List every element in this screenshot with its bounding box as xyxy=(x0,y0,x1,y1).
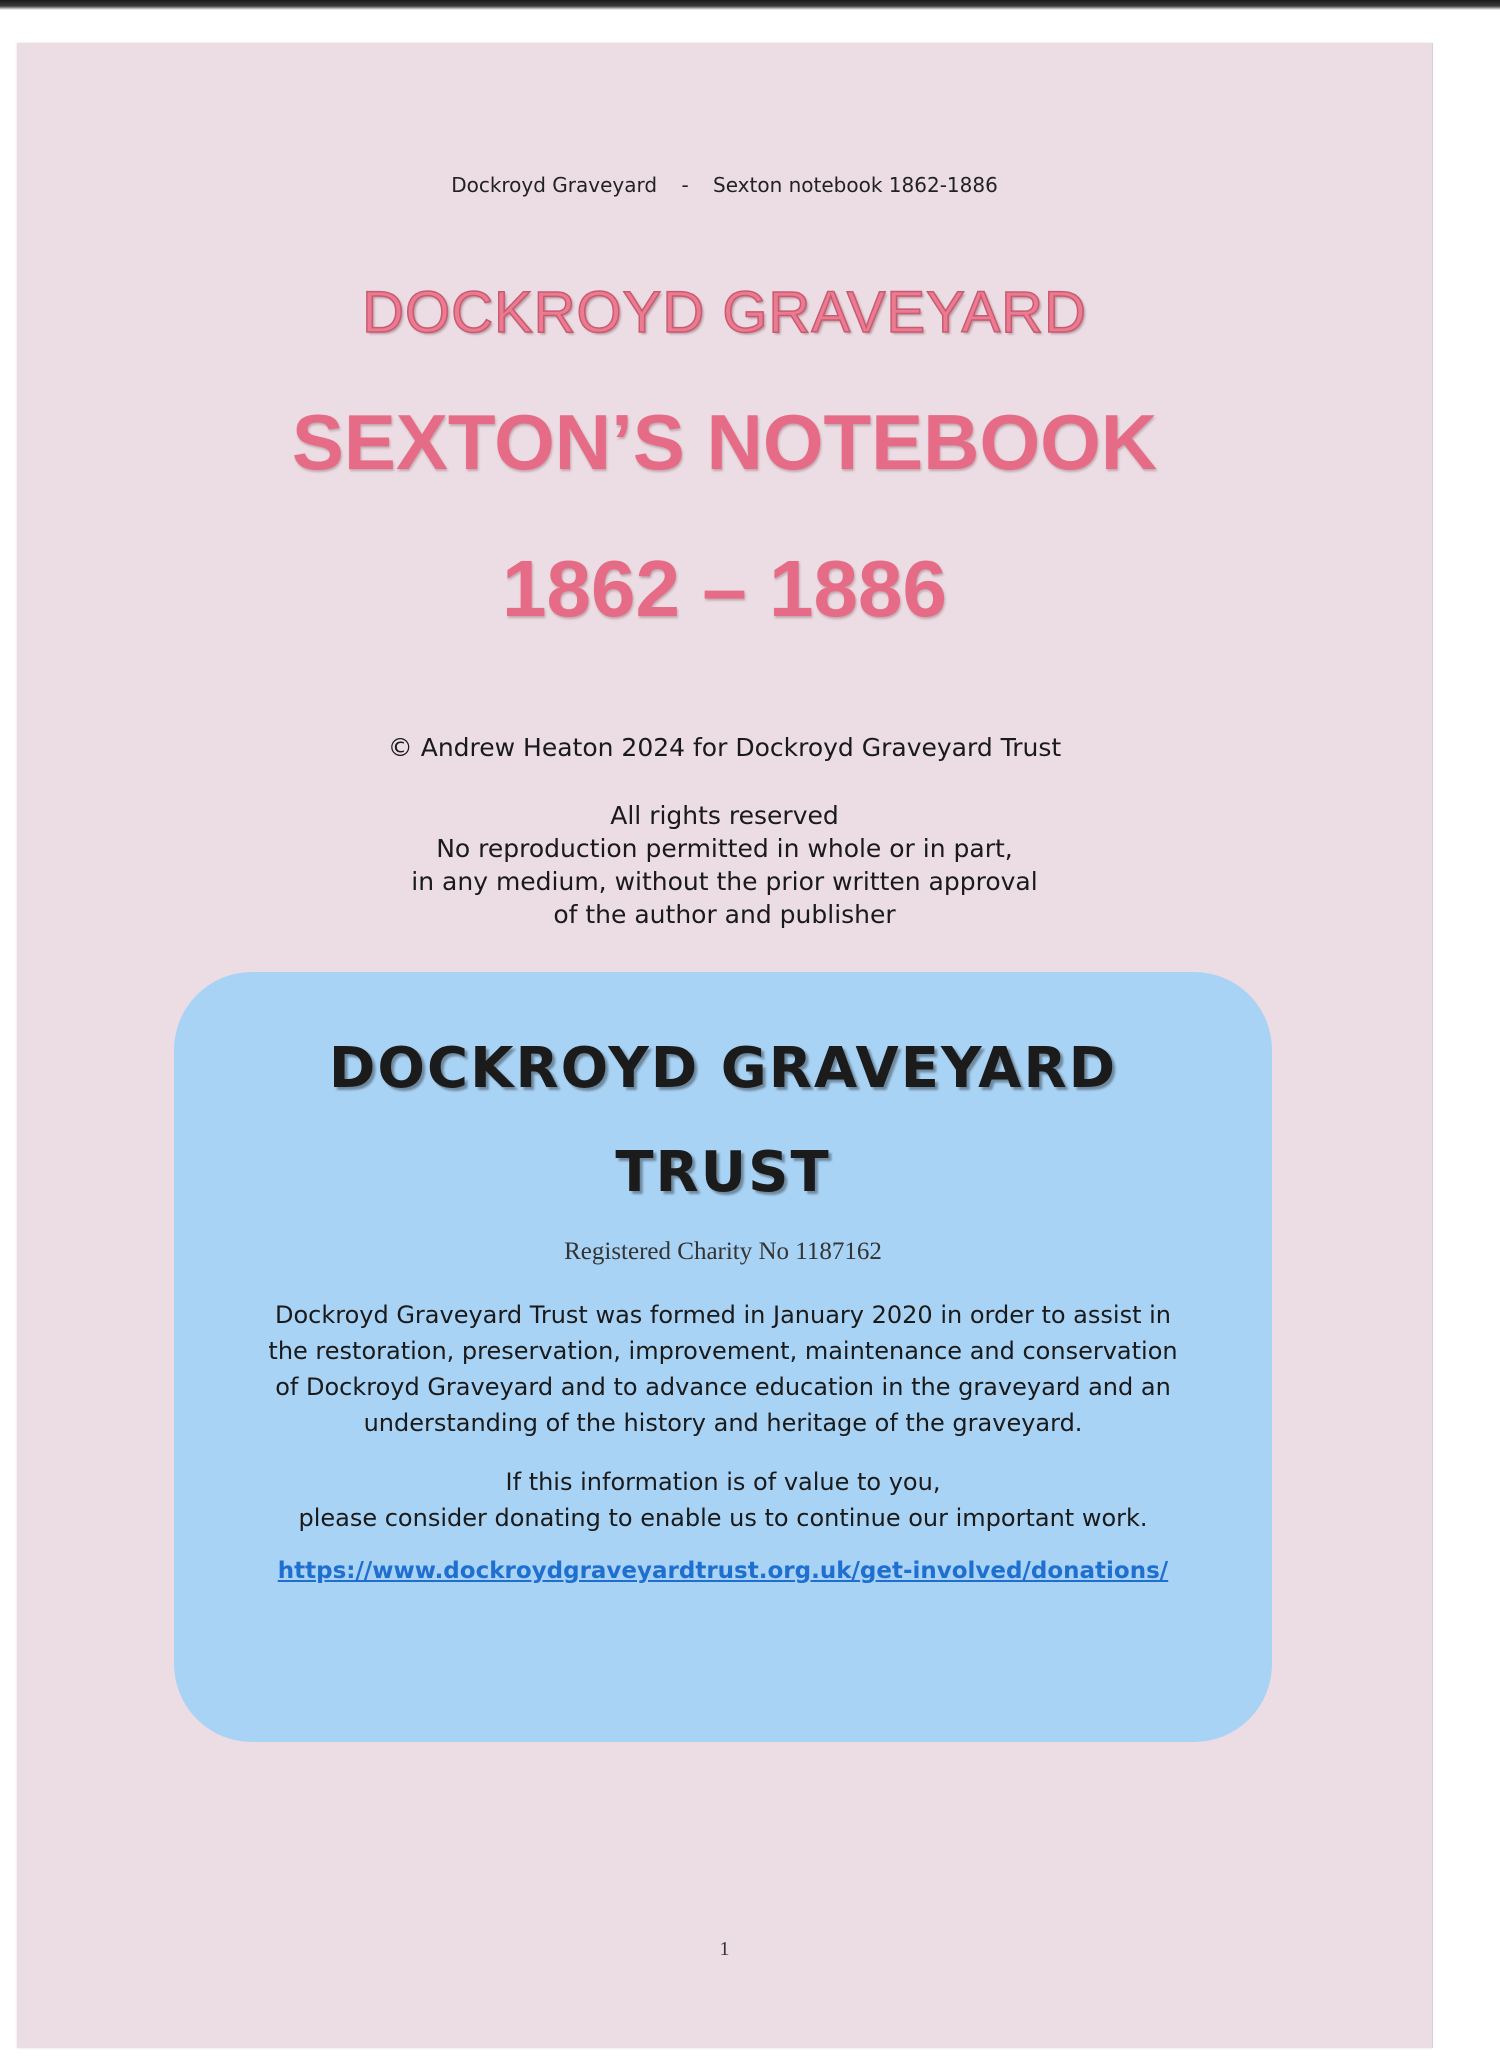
title-notebook: SEXTON’S NOTEBOOK xyxy=(291,398,1158,486)
description-line: Dockroyd Graveyard Trust was formed in January 2020 in order to assist in xyxy=(274,1301,1171,1329)
trust-info-box xyxy=(174,972,1272,1742)
rights-line: in any medium, without the prior written approval xyxy=(411,867,1038,896)
rights-notice xyxy=(17,799,1432,931)
copyright-notice: © Andrew Heaton 2024 for Dockroyd Graveyard Trust xyxy=(387,733,1062,762)
description-line: understanding of the history and heritage of the graveyard. xyxy=(363,1409,1083,1437)
appeal-line: please consider donating to enable us to continue our important work. xyxy=(298,1504,1148,1532)
description-line: of Dockroyd Graveyard and to advance education in the graveyard and an xyxy=(275,1373,1171,1401)
appeal-line: If this information is of value to you, xyxy=(505,1468,941,1496)
document-page xyxy=(17,43,1432,2048)
header-separator: - xyxy=(681,173,689,197)
rights-line: of the author and publisher xyxy=(553,900,896,929)
header-left: Dockroyd Graveyard xyxy=(451,173,658,197)
rights-line: All rights reserved xyxy=(610,801,839,830)
trust-name-line1: DOCKROYD GRAVEYARD xyxy=(328,1036,1118,1101)
scan-top-edge xyxy=(0,0,1500,10)
scan-page-edge xyxy=(1432,43,1433,2048)
donation-appeal xyxy=(204,1464,1242,1536)
donation-link[interactable]: https://www.dockroydgraveyardtrust.org.uk/get-involved/donations/ xyxy=(277,1558,1169,1584)
trust-name-line2: TRUST xyxy=(615,1140,831,1205)
rights-line: No reproduction permitted in whole or in part, xyxy=(436,834,1013,863)
running-header xyxy=(17,173,1432,197)
title-years: 1862 – 1886 xyxy=(502,544,947,633)
page-number: 1 xyxy=(719,1938,730,1960)
header-right: Sexton notebook 1862-1886 xyxy=(713,173,998,197)
title-graveyard: DOCKROYD GRAVEYARD xyxy=(362,280,1087,345)
charity-number: Registered Charity No 1187162 xyxy=(564,1238,882,1265)
trust-description xyxy=(204,1297,1242,1441)
description-line: the restoration, preservation, improvement, maintenance and conservation xyxy=(268,1337,1178,1365)
